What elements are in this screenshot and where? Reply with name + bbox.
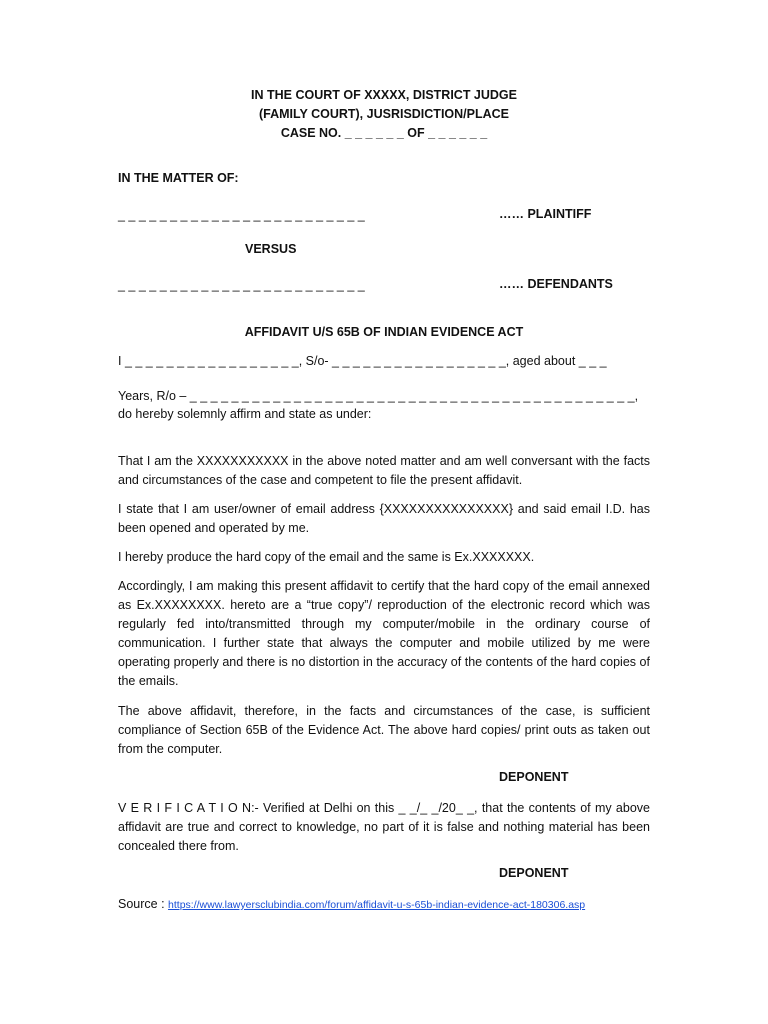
court-heading: IN THE COURT OF XXXXX, DISTRICT JUDGE (251, 88, 517, 102)
paragraph-3: I hereby produce the hard copy of the email and the same is Ex.XXXXXXX. (118, 550, 535, 564)
court-subheading: (FAMILY COURT), JUSRISDICTION/PLACE (258, 107, 510, 121)
defendant-label: …… DEFENDANTS (499, 277, 613, 291)
versus-label: VERSUS (245, 242, 297, 256)
verification-paragraph: V E R I F I C A T I O N:- Verified at Delhi on this _ _/_ _/20_ _, that the contents of my above affidavit are true and correct to knowledge, no part of it is false and nothing material has been concealed there from. (118, 801, 650, 853)
plaintiff-name-blank: _ _ _ _ _ _ _ _ _ _ _ _ _ _ _ _ _ _ _ _ _ _ _ _ (118, 208, 365, 222)
paragraph-4: Accordingly, I am making this present affidavit to certify that the hard copy of the email annexed as Ex.XXXXXXXX. hereto are a “true copy”/ reproduction of the electronic record which was regularly fed into/transmitted through my computer/mobile in the ordinary course of communication. I further state that always the computer and mobile utilized by me were operating properly and there is no distortion in the accuracy of the contents of the hard copies of the emails. (118, 579, 650, 688)
deponent-label-1: DEPONENT (499, 770, 569, 784)
defendant-name-blank: _ _ _ _ _ _ _ _ _ _ _ _ _ _ _ _ _ _ _ _ _ _ _ _ (118, 278, 365, 292)
case-number: CASE NO. _ _ _ _ _ _ OF _ _ _ _ _ _ (280, 126, 488, 140)
paragraph-5: The above affidavit, therefore, in the facts and circumstances of the case, is sufficient compliance of Section 65B of the Evidence Act. The above hard copies/ print outs as taken out from the computer. (118, 704, 650, 756)
paragraph-1: That I am the XXXXXXXXXXX in the above noted matter and am well conversant with the facts and circumstances of the case and competent to file the present affidavit. (118, 454, 650, 487)
source-label: Source : (118, 897, 169, 911)
intro-line-3: do hereby solemnly affirm and state as under: (118, 407, 372, 421)
affidavit-title: AFFIDAVIT U/S 65B OF INDIAN EVIDENCE ACT (244, 325, 524, 339)
source-line (118, 895, 585, 915)
deponent-label-2: DEPONENT (499, 866, 569, 880)
intro-line-1: I _ _ _ _ _ _ _ _ _ _ _ _ _ _ _ _ _, S/o- _ _ _ _ _ _ _ _ _ _ _ _ _ _ _ _ _, aged about _ _ _ (118, 354, 607, 368)
plaintiff-label: …… PLAINTIFF (499, 207, 592, 221)
intro-line-2: Years, R/o – _ _ _ _ _ _ _ _ _ _ _ _ _ _ _ _ _ _ _ _ _ _ _ _ _ _ _ _ _ _ _ _ _ _ _ _ _ _ _ _ _ _ _, (118, 389, 639, 403)
matter-heading: IN THE MATTER OF: (118, 171, 239, 185)
paragraph-2: I state that I am user/owner of email address {XXXXXXXXXXXXXXX} and said email I.D. has been opened and operated by me. (118, 502, 650, 535)
source-link[interactable]: https://www.lawyersclubindia.com/forum/affidavit-u-s-65b-indian-evidence-act-180306.asp (168, 899, 586, 911)
